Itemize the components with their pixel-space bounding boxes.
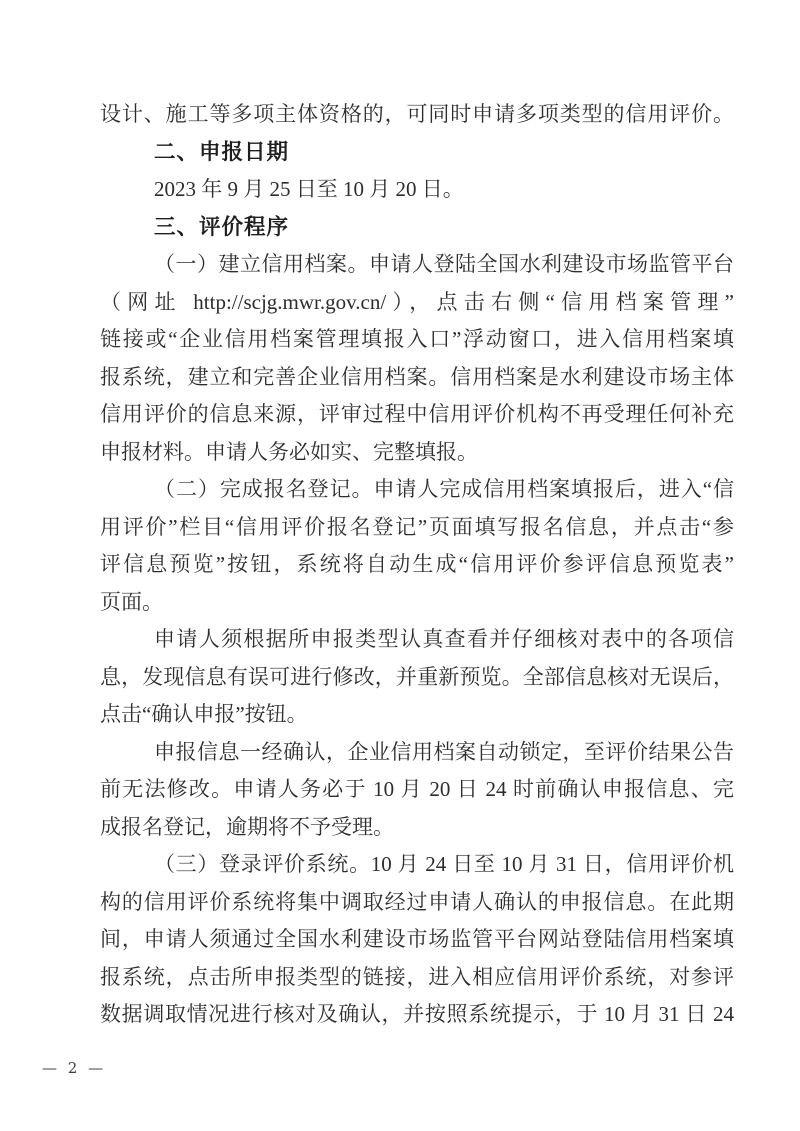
text-line: 用评价”栏目“信用评价报名登记”页面填写报名信息，并点击“参: [100, 514, 734, 539]
text-line: 点击“确认申报”按钮。: [100, 702, 308, 726]
text-line: （一）建立信用档案。申请人登陆全国水利建设市场监管平台: [154, 252, 734, 276]
text-line: 申报材料。申请人务必如实、完整填报。: [100, 439, 478, 464]
text-line: 报系统，建立和完善企业信用档案。信用档案是水利建设市场主体: [100, 364, 734, 389]
text-line: 前无法修改。申请人务必于 10 月 20 日 24 时前确认申报信息、完: [100, 777, 734, 801]
text-line: 链接或“企业信用档案管理填报入口”浮动窗口，进入信用档案填: [100, 327, 734, 351]
text-line: 信用评价的信息来源，评审过程中信用评价机构不再受理任何补充: [100, 402, 734, 426]
text-line: 申报信息一经确认，企业信用档案自动锁定，至评价结果公告: [154, 739, 734, 764]
text-line: 构的信用评价系统将集中调取经过申请人确认的申报信息。在此期: [100, 889, 734, 914]
text-line: 成报名登记，逾期将不予受理。: [100, 814, 394, 839]
page-number: — 2 —: [42, 1059, 107, 1077]
text-line: 报系统，点击所申报类型的链接，进入相应信用评价系统，对参评: [100, 964, 734, 989]
text-line: 设计、施工等多项主体资格的，可同时申请多项类型的信用评价。: [100, 102, 734, 126]
section-heading: 三、评价程序: [154, 214, 290, 239]
text-line: 申请人须根据所申报类型认真查看并仔细核对表中的各项信: [154, 627, 734, 651]
text-line: 2023 年 9 月 25 日至 10 月 20 日。: [154, 177, 464, 201]
text-line: 息，发现信息有误可进行修改，并重新预览。全部信息核对无误后，: [100, 664, 734, 689]
text-line: 间，申请人须通过全国水利建设市场监管平台网站登陆信用档案填: [100, 927, 734, 951]
section-heading: 二、申报日期: [154, 139, 290, 164]
text-line: 数据调取情况进行核对及确认，并按照系统提示，于 10 月 31 日 24: [100, 1002, 734, 1026]
text-line: 页面。: [100, 589, 163, 614]
document-body: [100, 96, 734, 1034]
text-line: （网址 http://scjg.mwr.gov.cn/），点击右侧“信用档案管理”: [100, 289, 734, 314]
text-line: 评信息预览”按钮，系统将自动生成“信用评价参评信息预览表”: [100, 552, 734, 576]
text-line: （三）登录评价系统。10 月 24 日至 10 月 31 日，信用评价机: [154, 852, 734, 876]
text-line: （二）完成报名登记。申请人完成信用档案填报后，进入“信: [154, 477, 734, 501]
